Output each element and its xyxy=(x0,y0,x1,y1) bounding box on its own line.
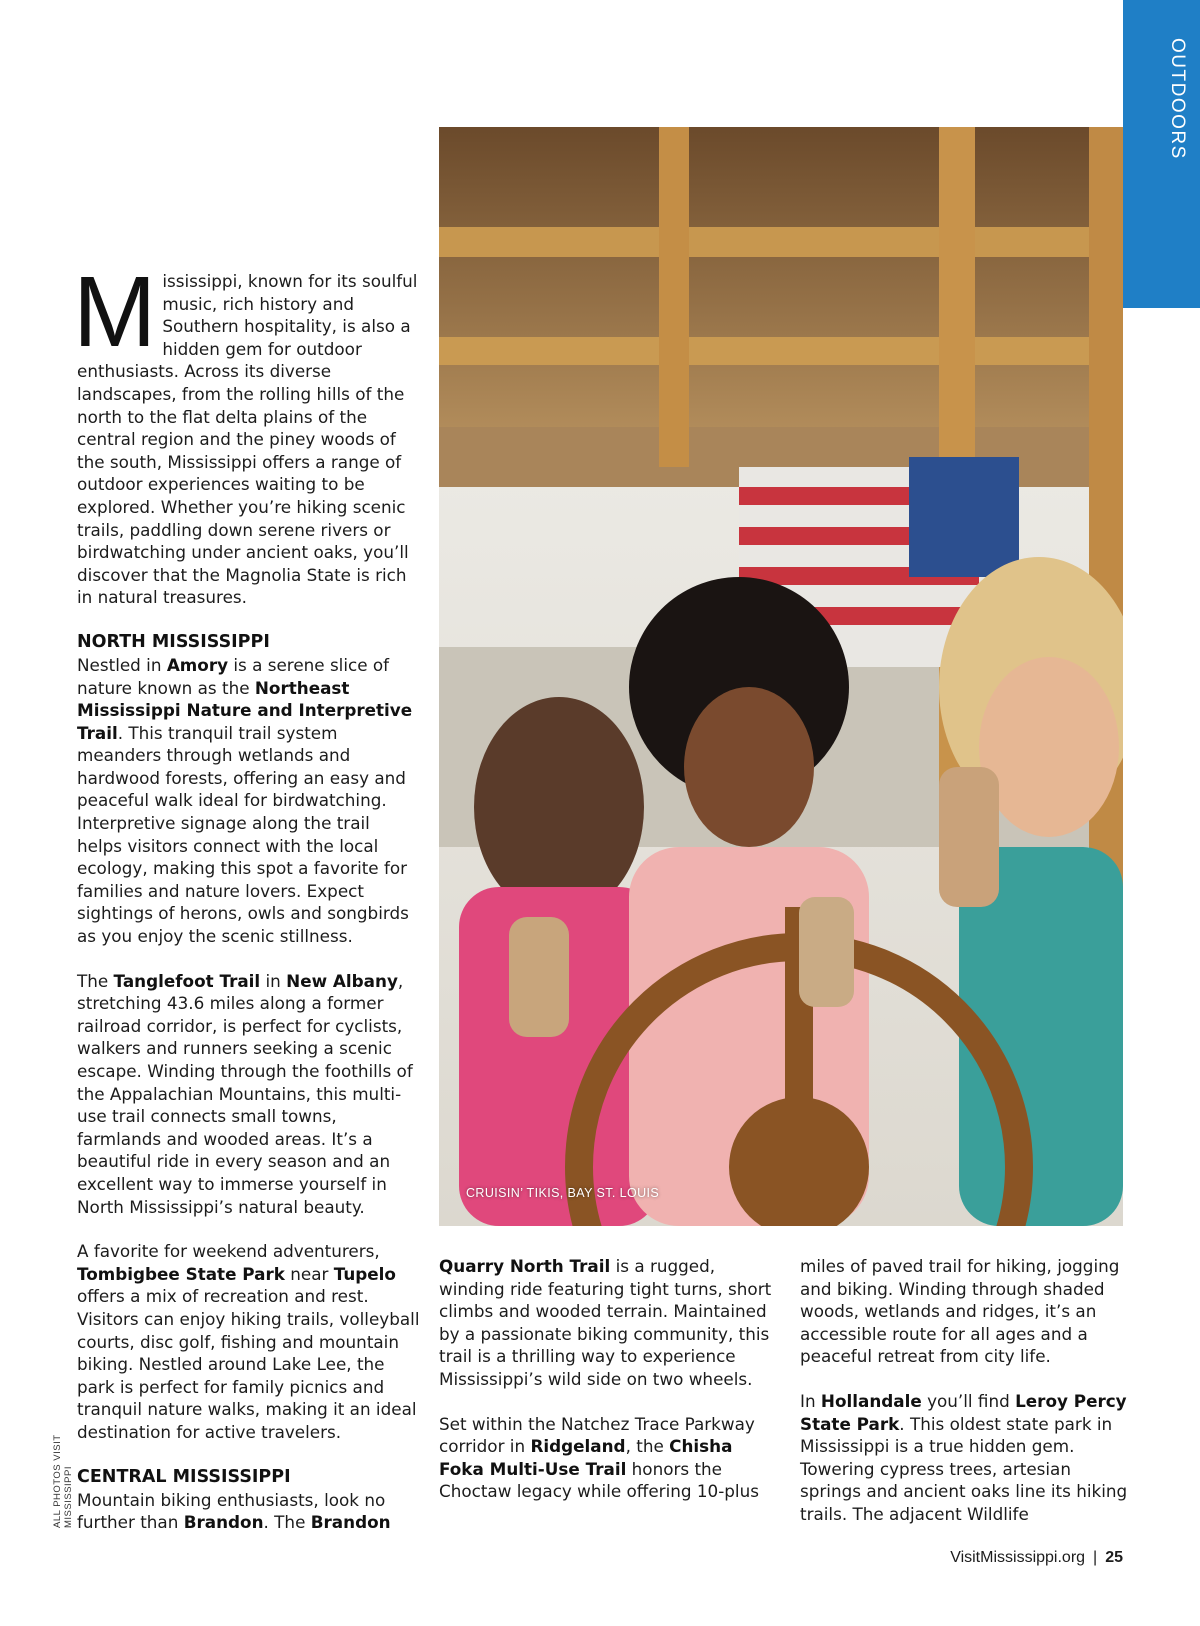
photo-caption: CRUISIN’ TIKIS, BAY ST. LOUIS xyxy=(466,1186,660,1200)
intro-paragraph xyxy=(73,256,420,609)
north-paragraph-2: The Tanglefoot Trail in New Albany, stretching 43.6 miles along a former railroad corridor, is perfect for cyclists, walkers and runners seeking a scenic escape. Winding through the foothills of the Appalachian Mountains, this multi-use trail connects small towns, farmlands and wooded areas. It’s a beautiful ride in every season and an excellent way to immerse yourself in North Mississippi’s natural beauty. xyxy=(77,970,413,1217)
drop-cap: M xyxy=(73,256,157,368)
section-tab-label: OUTDOORS xyxy=(1167,38,1188,160)
north-paragraph-3: A favorite for weekend adventurers, Tombigbee State Park near Tupelo offers a mix of recreation and rest. Visitors can enjoy hiking trails, volleyball courts, disc golf, fishing and mountain biking. Nestled around Lake Lee, the park is perfect for family picnics and tranquil nature walks, making it an ideal destination for active travelers. xyxy=(77,1241,420,1442)
central-paragraph-2: Quarry North Trail is a rugged, winding ride featuring tight turns, short climbs and wooded terrain. Maintained by a passionate biking community, this trail is a thrilling way to experience Mississippi’s wild side on two wheels. xyxy=(439,1256,772,1389)
central-paragraph-1: Mountain biking enthusiasts, look no further than Brandon. The Brandon xyxy=(77,1489,391,1533)
section-heading-north: NORTH MISSISSIPPI xyxy=(77,631,270,652)
footer-site-link[interactable]: VisitMississippi.org xyxy=(950,1549,1086,1566)
page-footer xyxy=(950,1549,1123,1567)
article-column-1 xyxy=(73,256,420,1534)
central-paragraph-5: In Hollandale you’ll find Leroy Percy State Park. This oldest state park in Mississippi is a true hidden gem. Towering cypress trees, artesian springs and ancient oaks line its hiking trails. The adjacent Wildlife xyxy=(800,1390,1128,1524)
photo-credit: ALL PHOTOS VISIT MISSISSIPPI xyxy=(52,1434,74,1528)
intro-text: ississippi, known for its soulful music, rich history and Southern hospitality, is also a hidden gem for outdoor enthusiasts. Across its diverse landscapes, from the rolling hills of the north to the flat delta plains of the central region and the piney woods of the south, Mississippi offers a range of outdoor experiences waiting to be explored. Whether you’re hiking scenic trails, paddling down serene rivers or birdwatching under ancient oaks, you’ll discover that the Magnolia State is rich in natural treasures. xyxy=(77,271,418,608)
article-column-3 xyxy=(800,1255,1130,1526)
north-paragraph-1: Nestled in Amory is a serene slice of nature known as the Northeast Mississippi Nature and Interpretive Trail. This tranquil trail system meanders through wetlands and hardwood forests, offering an easy and peaceful walk ideal for birdwatching. Interpretive signage along the trail helps visitors connect with the local ecology, making this spot a favorite for families and nature lovers. Expect sightings of herons, owls and songbirds as you enjoy the scenic stillness. xyxy=(77,654,413,947)
article-column-2 xyxy=(439,1255,774,1503)
page-number: 25 xyxy=(1105,1549,1123,1566)
feature-photo xyxy=(439,127,1123,1226)
central-paragraph-3: Set within the Natchez Trace Parkway corridor in Ridgeland, the Chisha Foka Multi-Use Trail honors the Choctaw legacy while offering 10-plus xyxy=(439,1413,759,1502)
central-paragraph-4: miles of paved trail for hiking, jogging and biking. Winding through shaded woods, wetlands and ridges, it’s an accessible route for all ages and a peaceful retreat from city life. xyxy=(800,1256,1120,1367)
footer-separator: | xyxy=(1093,1549,1098,1566)
section-heading-central: CENTRAL MISSISSIPPI xyxy=(77,1466,291,1487)
